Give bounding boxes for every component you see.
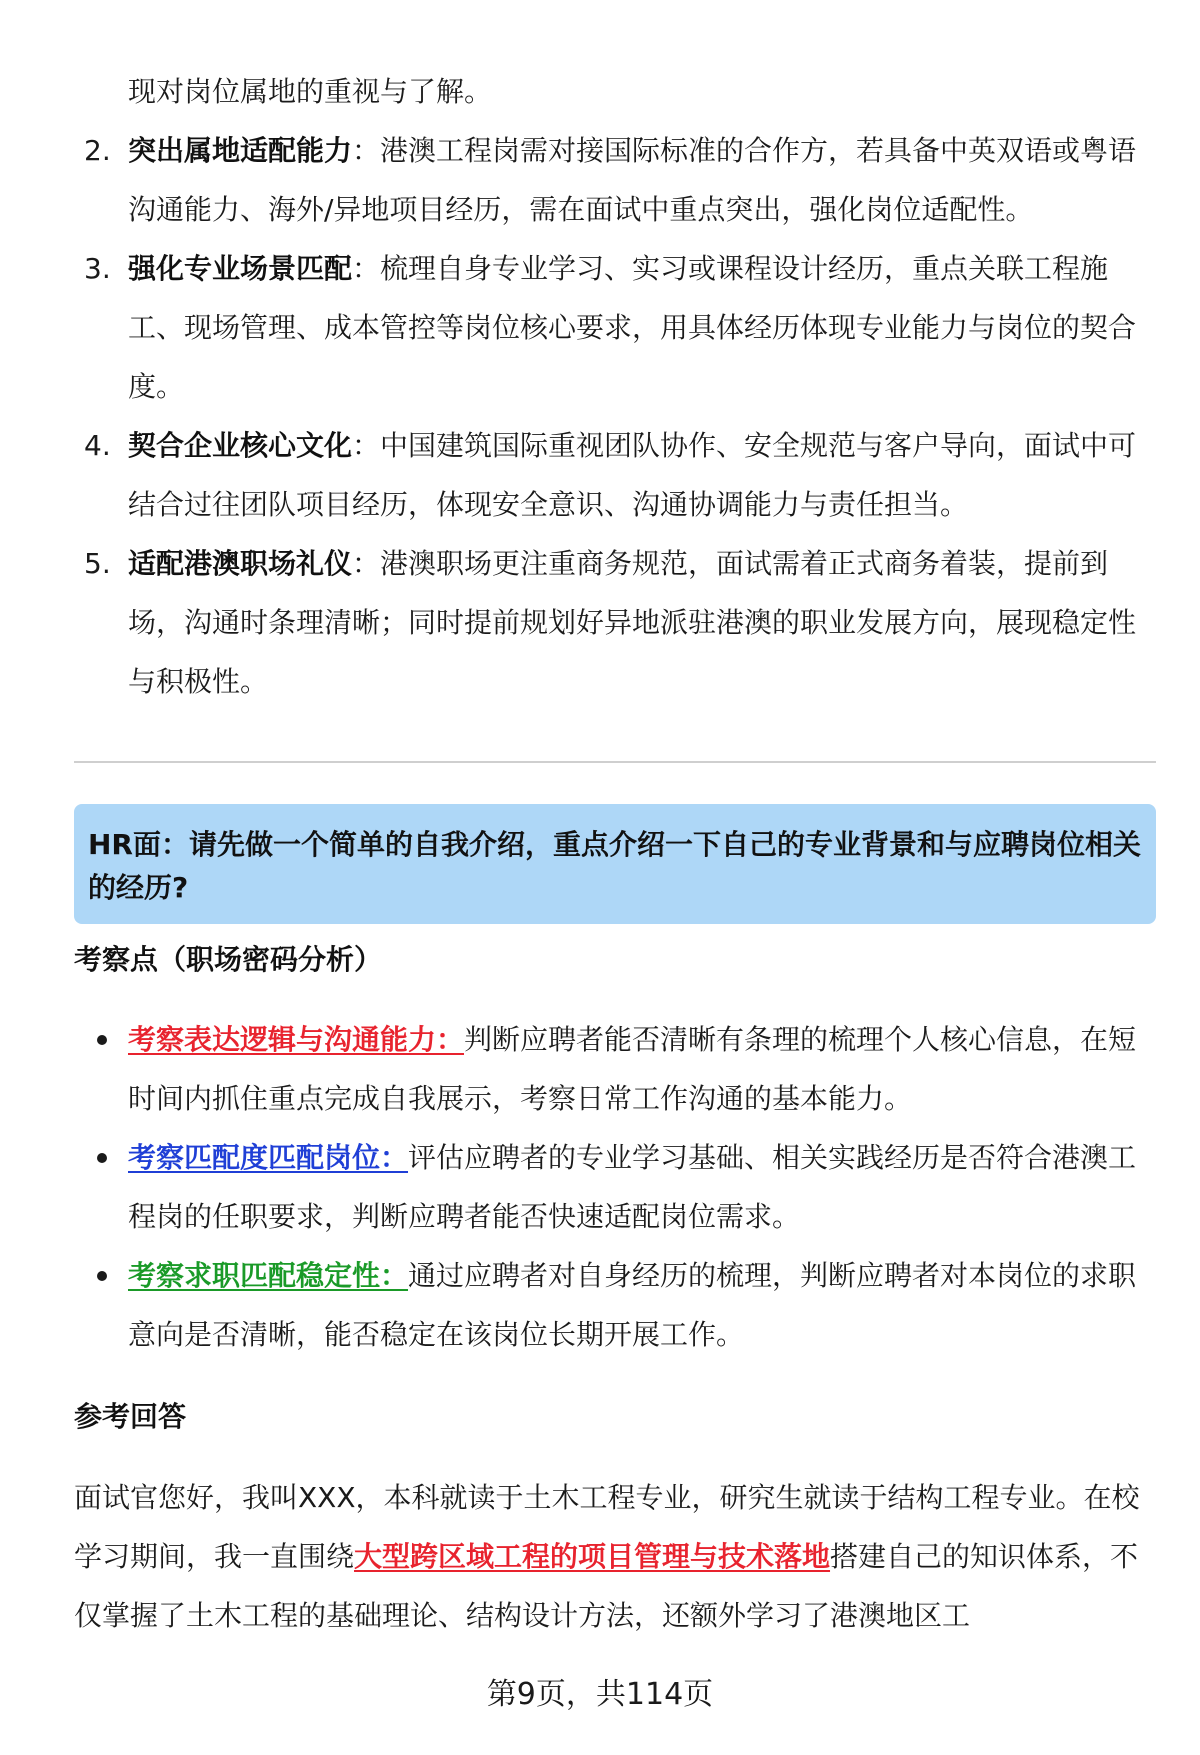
answer-text-end: 搭建自己的知识体系，不仅掌握了土木工程的基础理论、结构设计方法，还额外学习了港澳地区工 xyxy=(74,1540,1139,1632)
tip-number: 4. xyxy=(84,429,111,462)
analysis-bullet xyxy=(74,1010,1144,1128)
analysis-bullet xyxy=(74,1246,1144,1364)
tip-title: 契合企业核心文化 xyxy=(128,429,353,462)
tip-text: ：中国建筑国际重视团队协作、安全规范与客户导向，面试中可结合过往团队项目经历，体现安全意识、沟通协调能力与责任担当。 xyxy=(128,429,1137,521)
tip-item xyxy=(74,416,1144,534)
bullet-dot-icon xyxy=(97,1035,107,1045)
preparation-tips-list xyxy=(74,62,1144,711)
bullet-text: 评估应聘者的专业学习基础、相关实践经历是否符合港澳工程岗的任职要求，判断应聘者能否快速适配岗位需求。 xyxy=(128,1141,1137,1233)
bullet-dot-icon xyxy=(97,1271,107,1281)
analysis-bullet xyxy=(74,1128,1144,1246)
bullet-label-match: 考察匹配度匹配岗位： xyxy=(128,1141,409,1174)
tip-item xyxy=(74,121,1144,239)
tip-title: 适配港澳职场礼仪 xyxy=(128,547,353,580)
tip-item xyxy=(74,534,1144,711)
answer-heading: 参考回答 xyxy=(74,1400,187,1433)
tip-text: ：梳理自身专业学习、实习或课程设计经历，重点关联工程施工、现场管理、成本管控等岗位核心要求，用具体经历体现专业能力与岗位的契合度。 xyxy=(128,252,1137,403)
tip-title: 强化专业场景匹配 xyxy=(128,252,353,285)
bullet-dot-icon xyxy=(97,1153,107,1163)
bullet-label-expression: 考察表达逻辑与沟通能力： xyxy=(128,1023,465,1056)
tip-number: 5. xyxy=(84,547,111,580)
answer-highlight: 大型跨区域工程的项目管理与技术落地 xyxy=(354,1540,831,1573)
tip-title: 突出属地适配能力 xyxy=(128,134,353,167)
tip-continuation-text: 现对岗位属地的重视与了解。 xyxy=(128,75,493,108)
tip-text: ：港澳职场更注重商务规范，面试需着正式商务着装，提前到场，沟通时条理清晰；同时提前规划好异地派驻港澳的职业发展方向，展现稳定性与积极性。 xyxy=(128,547,1137,698)
analysis-heading: 考察点（职场密码分析） xyxy=(74,943,383,976)
answer-text-start: 面试官您好，我叫XXX，本科就读于土木工程专业，研究生就读于结构工程专业。在校学习期间，我一直围绕 xyxy=(74,1481,1140,1573)
tip-number: 3. xyxy=(84,252,111,285)
reference-answer-paragraph xyxy=(74,1468,1158,1645)
question-text: HR面：请先做一个简单的自我介绍，重点介绍一下自己的专业背景和与应聘岗位相关的经历? xyxy=(88,828,1141,904)
tip-text: ：港澳工程岗需对接国际标准的合作方，若具备中英双语或粤语沟通能力、海外/异地项目经历，需在面试中重点突出，强化岗位适配性。 xyxy=(128,134,1137,226)
tip-number: 2. xyxy=(84,134,111,167)
analysis-bullet-list xyxy=(74,1010,1144,1364)
bullet-text: 通过应聘者对自身经历的梳理，判断应聘者对本岗位的求职意向是否清晰，能否稳定在该岗位长期开展工作。 xyxy=(128,1259,1137,1351)
section-divider xyxy=(74,761,1156,763)
page-number: 第9页，共114页 xyxy=(486,1677,714,1712)
bullet-label-stability: 考察求职匹配稳定性： xyxy=(128,1259,409,1292)
tip-item xyxy=(74,239,1144,416)
bullet-text: 判断应聘者能否清晰有条理的梳理个人核心信息，在短时间内抓住重点完成自我展示，考察日常工作沟通的基本能力。 xyxy=(128,1023,1137,1115)
interview-question-box xyxy=(74,804,1156,924)
